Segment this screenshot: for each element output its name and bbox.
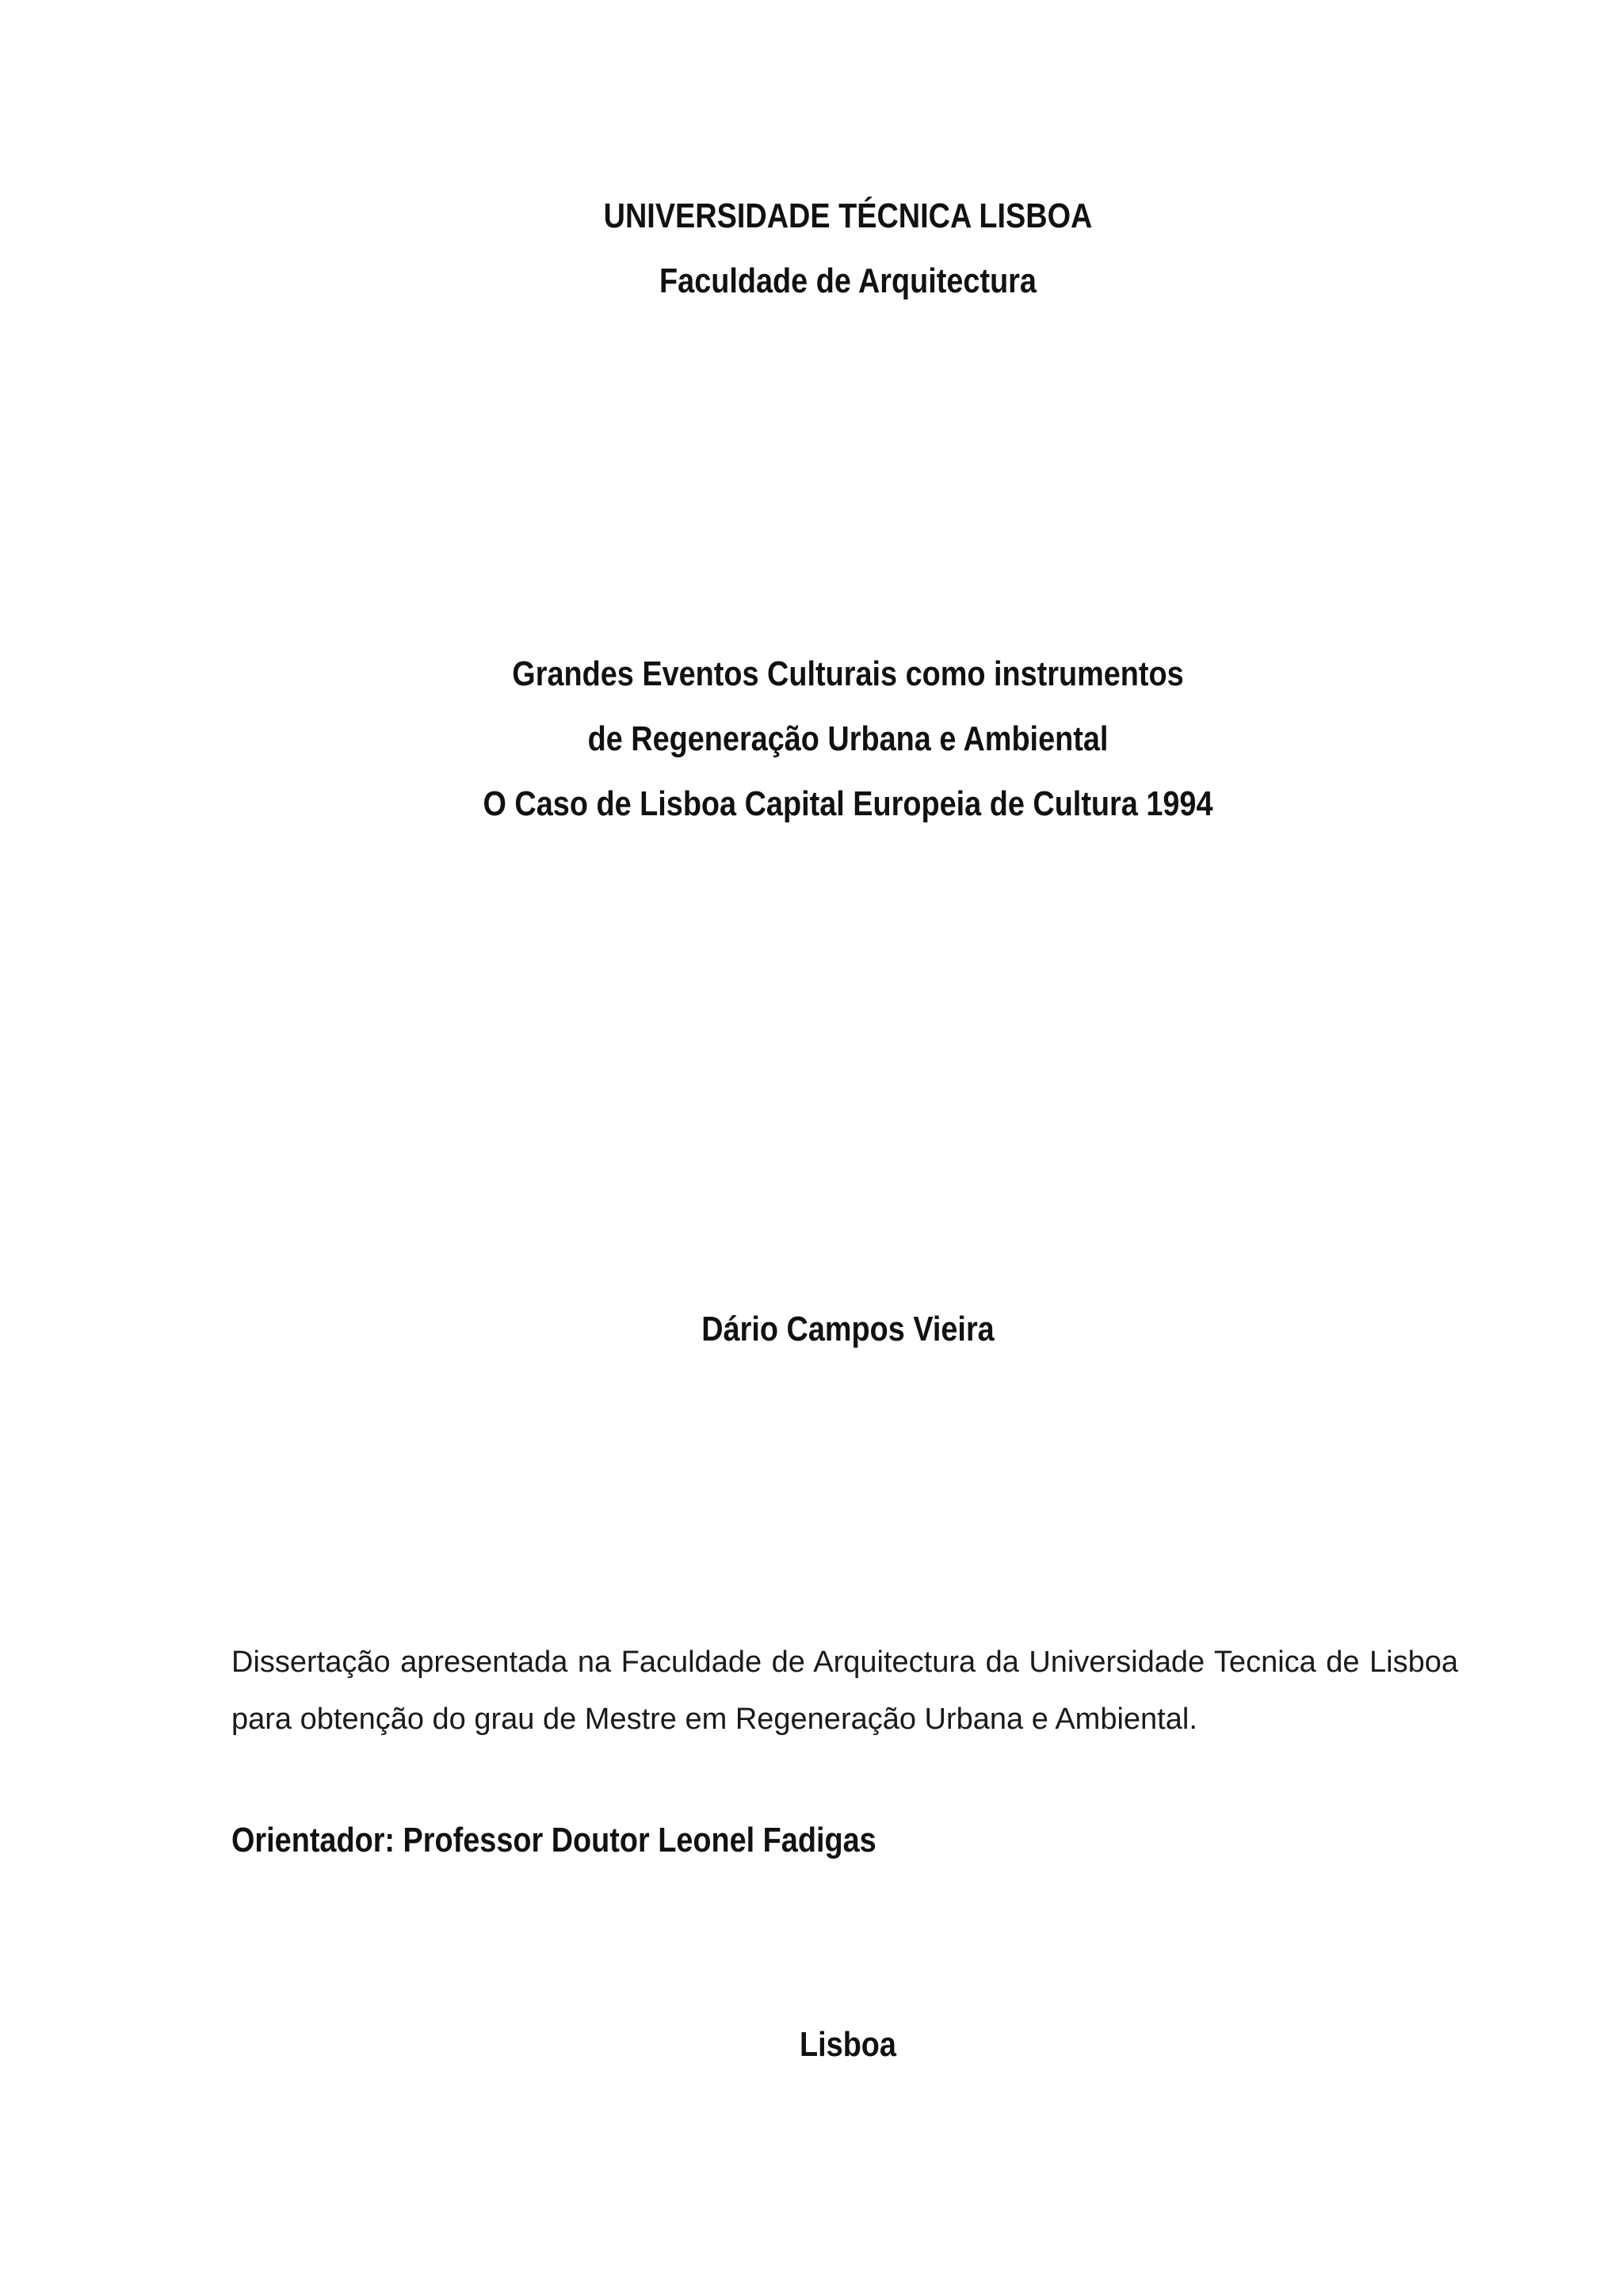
advisor-line: Orientador: Professor Doutor Leonel Fadigas xyxy=(231,1821,876,1859)
dissertation-statement xyxy=(231,1634,1458,1748)
institution-name: UNIVERSIDADE TÉCNICA LISBOA xyxy=(603,196,1093,235)
title-line-1: Grandes Eventos Culturais como instrumentos xyxy=(512,654,1184,693)
dissertation-title xyxy=(0,642,1623,837)
title-line-3: O Caso de Lisboa Capital Europeia de Cultura 1994 xyxy=(483,784,1213,823)
title-line-2: de Regeneração Urbana e Ambiental xyxy=(587,719,1109,758)
city-name: Lisboa xyxy=(800,2025,896,2064)
dissertation-statement-text: Dissertação apresentada na Faculdade de Arquitectura da Universidade Tecnica de Lisboa para obtenção do grau de Mestre em Regeneração Urbana e Ambiental. xyxy=(231,1646,1458,1736)
city-block xyxy=(0,2012,1623,2077)
institution-header xyxy=(0,184,1623,314)
author-name: Dário Campos Vieira xyxy=(701,1310,995,1348)
author-block xyxy=(0,1297,1623,1362)
faculty-name: Faculdade de Arquitectura xyxy=(659,261,1037,300)
